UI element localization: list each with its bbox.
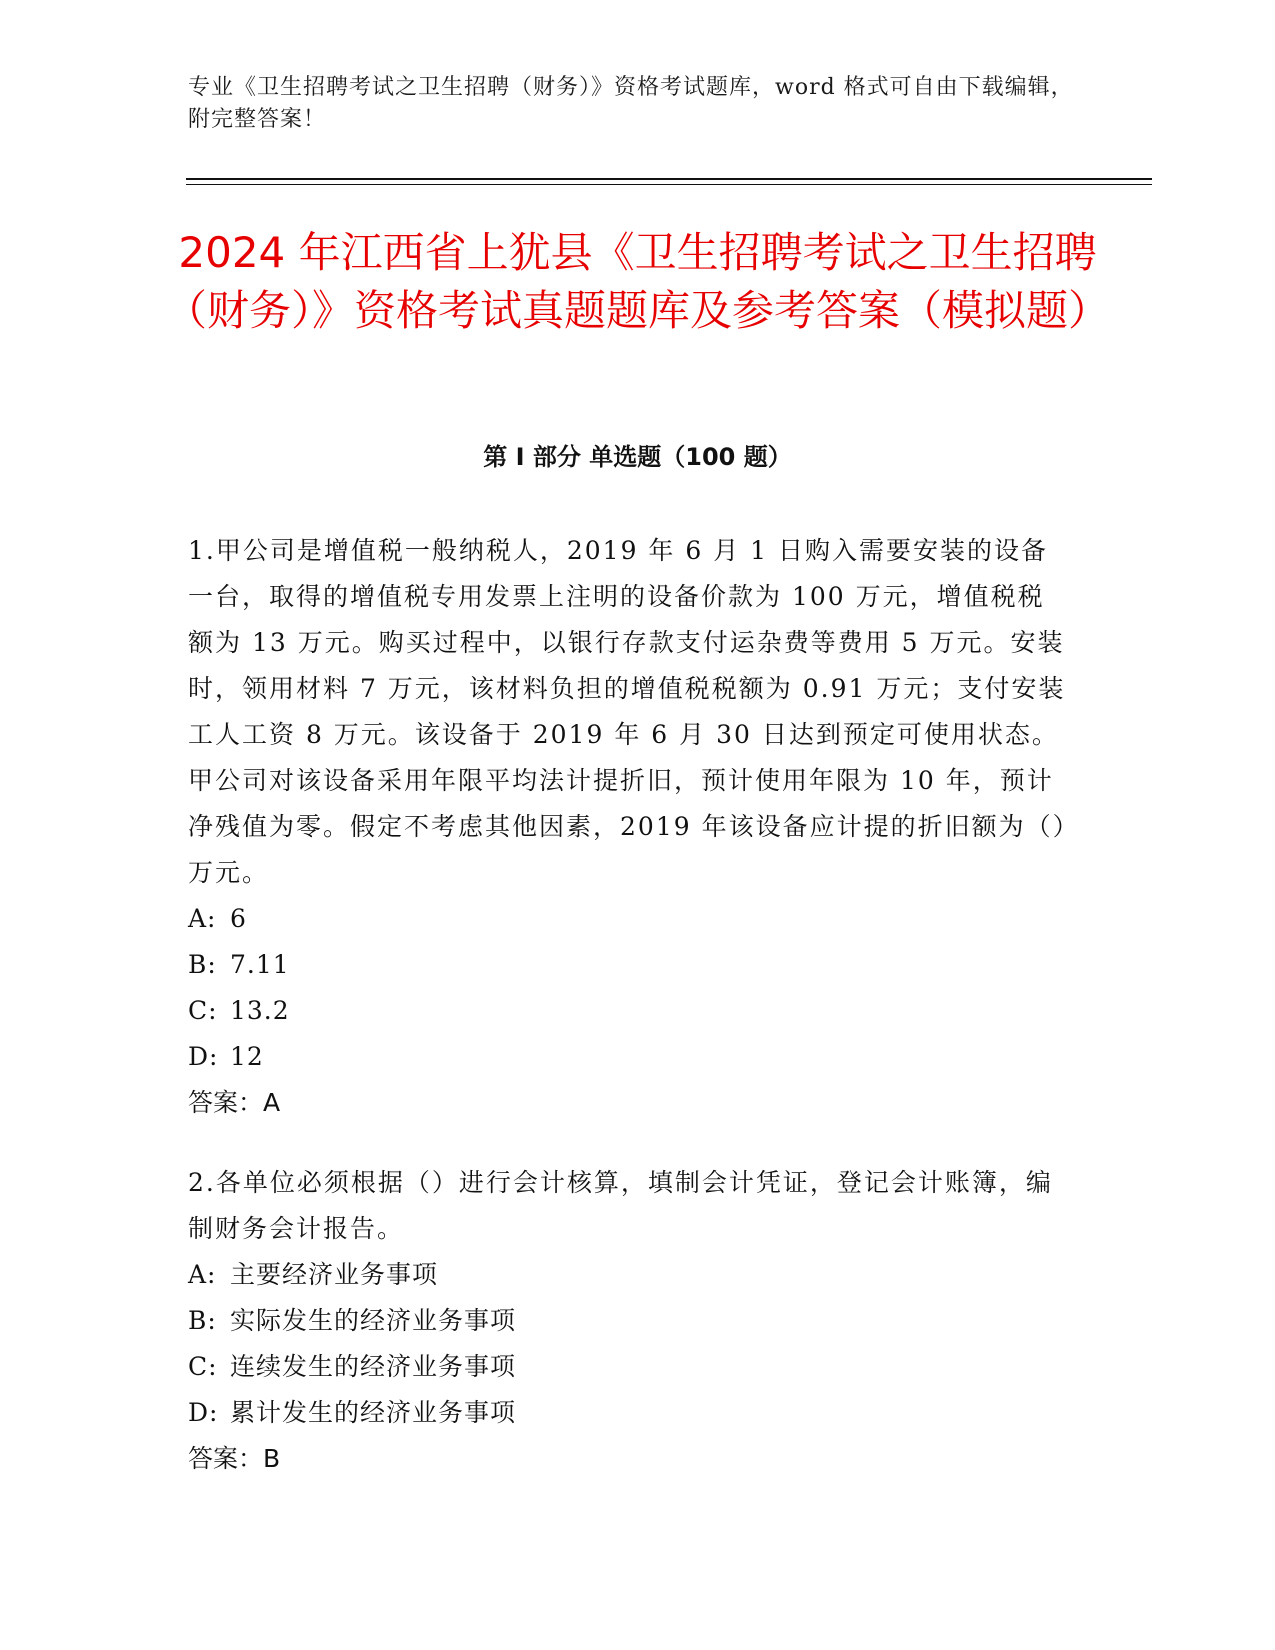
option-b [188, 942, 1068, 988]
header-note: 专业《卫生招聘考试之卫生招聘（财务）》资格考试题库，word 格式可自由下载编辑，附完整答案！ [188, 75, 1074, 132]
option-key: B: [188, 950, 217, 979]
option-text: 连续发生的经济业务事项 [230, 1352, 517, 1381]
option-key: C: [188, 996, 218, 1025]
option-key: D: [188, 1042, 219, 1071]
header-divider-thin [186, 184, 1152, 185]
option-key: C: [188, 1352, 218, 1381]
option-text: 6 [230, 904, 247, 933]
question-2 [188, 1160, 1068, 1482]
option-c [188, 988, 1068, 1034]
option-text: 累计发生的经济业务事项 [230, 1398, 517, 1427]
document-title: 2024 年江西省上犹县《卫生招聘考试之卫生招聘（财务）》资格考试真题题库及参考答案（模拟题） [164, 228, 1110, 335]
section-title: 第 I 部分 单选题（100 题） [483, 443, 792, 471]
option-text: 13.2 [230, 996, 290, 1025]
option-text: 7.11 [230, 950, 290, 979]
option-key: D: [188, 1398, 219, 1427]
option-text: 12 [230, 1042, 264, 1071]
option-key: A: [188, 1260, 217, 1289]
question-1 [188, 528, 1068, 1126]
option-a [188, 1252, 1068, 1298]
option-d [188, 1034, 1068, 1080]
question-stem: 1.甲公司是增值税一般纳税人，2019 年 6 月 1 日购入需要安装的设备一台，取得的增值税专用发票上注明的设备价款为 100 万元，增值税税额为 13 万元。购买过程中，以银行存款支付运杂费等费用 5 万元。安装时，领用材料 7 万元，该材料负担的增值税税额为 0.91 万元；支付安装工人工资 8 万元。该设备于 2019 年 6 月 30 日达到预定可使用状态。甲公司对该设备采用年限平均法计提折旧，预计使用年限为 10 年，预计净残值为零。假定不考虑其他因素，2019 年该设备应计提的折旧额为（）万元。 [188, 536, 1068, 887]
question-stem: 2.各单位必须根据（）进行会计核算，填制会计凭证，登记会计账簿，编制财务会计报告。 [188, 1168, 1053, 1243]
header-divider-thick [186, 178, 1152, 180]
answer-line: 答案：B [188, 1444, 281, 1473]
option-text: 实际发生的经济业务事项 [230, 1306, 517, 1335]
option-b [188, 1298, 1068, 1344]
answer-line: 答案：A [188, 1088, 281, 1117]
option-key: B: [188, 1306, 217, 1335]
option-a [188, 896, 1068, 942]
option-d [188, 1390, 1068, 1436]
option-text: 主要经济业务事项 [230, 1260, 439, 1289]
option-c [188, 1344, 1068, 1390]
option-key: A: [188, 904, 217, 933]
